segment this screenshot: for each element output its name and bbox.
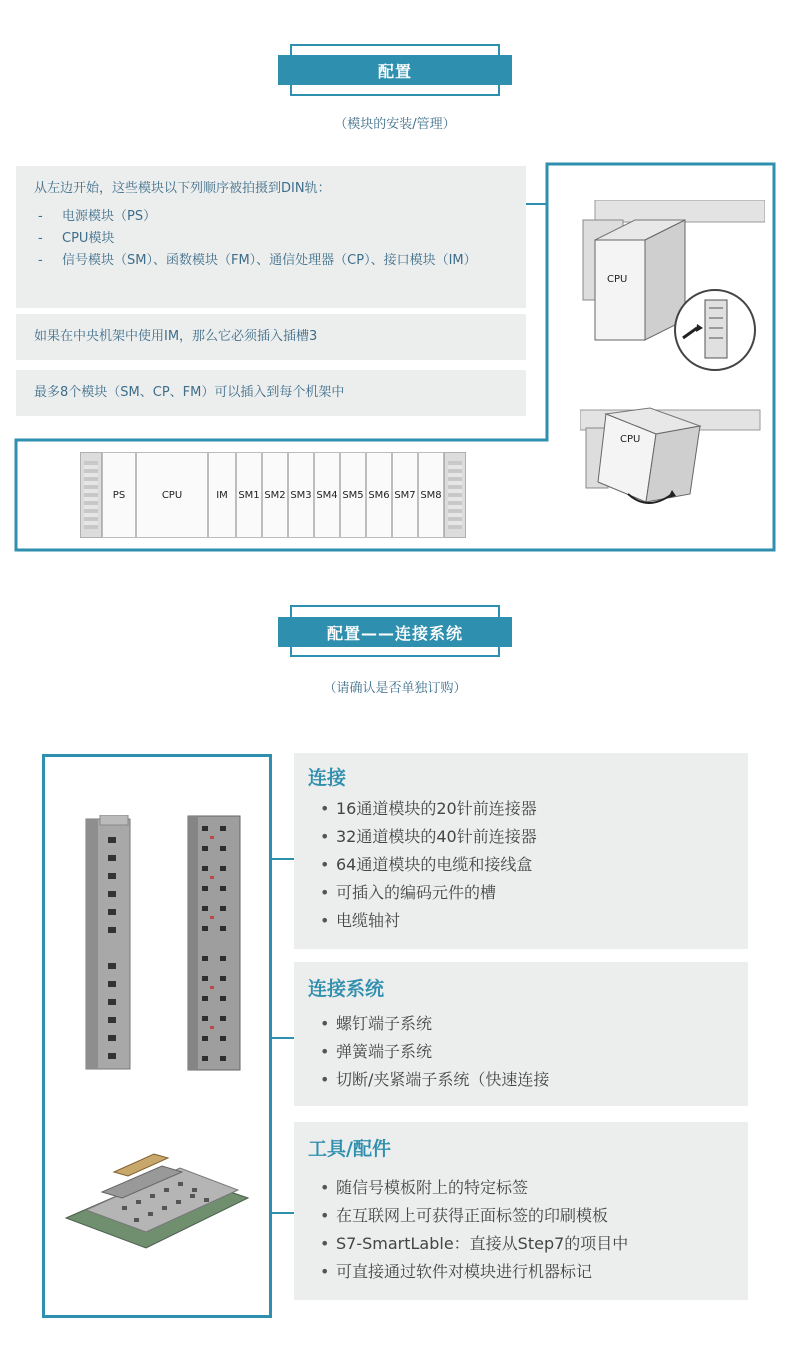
list-item: • 16通道模块的20针前连接器 <box>320 795 537 823</box>
panel-tools-accessories <box>294 1122 748 1300</box>
panel-connection <box>294 753 748 949</box>
list-item: • 可插入的编码元件的槽 <box>320 879 537 907</box>
info-box-order <box>16 166 526 308</box>
rack-slot-sm6: SM6 <box>366 452 392 538</box>
rack-slot-cpu: CPU <box>136 452 208 538</box>
list-item: • 螺钉端子系统 <box>320 1010 549 1038</box>
panel-list <box>320 1010 549 1094</box>
list-item: • 弹簧端子系统 <box>320 1038 549 1066</box>
section-title: 配置——连接系统 <box>278 617 512 647</box>
info-box-max-modules <box>16 370 526 416</box>
list-item: • 电缆轴衬 <box>320 907 537 935</box>
connector-line <box>272 858 294 860</box>
front-connector-20pin-image <box>80 815 140 1077</box>
panel-title: 连接系统 <box>308 978 385 1000</box>
panel-title: 工具/配件 <box>308 1138 391 1160</box>
rack-slot-sm1: SM1 <box>236 452 262 538</box>
section-title: 配置 <box>278 55 512 85</box>
panel-list <box>320 795 537 935</box>
connector-line <box>272 1212 294 1214</box>
info-box-im-slot <box>16 314 526 360</box>
list-item: - 电源模块（PS） <box>34 206 504 228</box>
section-subtitle: （模块的安装/管理） <box>334 117 456 132</box>
module-order-list <box>34 206 504 272</box>
cpu-label: CPU <box>620 434 641 445</box>
list-item: • 64通道模块的电缆和接线盒 <box>320 851 537 879</box>
rack-slot-sm4: SM4 <box>314 452 340 538</box>
info-box-intro: 从左边开始，这些模块以下列顺序被拍摄到DIN轨： <box>34 181 331 196</box>
section-subtitle: （请确认是否单独订购） <box>323 681 467 696</box>
list-item: • 32通道模块的40针前连接器 <box>320 823 537 851</box>
info-box-text: 如果在中央机架中使用IM，那么它必须插入插槽3 <box>34 329 318 344</box>
list-item: - 信号模块（SM）、函数模块（FM）、通信处理器（CP）、接口模块（IM） <box>34 250 504 272</box>
front-connector-40pin-image <box>180 812 250 1078</box>
info-box-text: 最多8个模块（SM、CP、FM）可以插入到每个机架中 <box>34 385 345 400</box>
rack-slot-sm8: SM8 <box>418 452 444 538</box>
list-item: • S7-SmartLable：直接从Step7的项目中 <box>320 1230 628 1258</box>
list-item: • 切断/夹紧端子系统（快速连接 <box>320 1066 549 1094</box>
rack-slot-ps: PS <box>102 452 136 538</box>
module-rack <box>80 452 466 538</box>
connector-line <box>526 203 548 205</box>
list-item: • 在互联网上可获得正面标签的印刷模板 <box>320 1202 628 1230</box>
rack-slot-sm3: SM3 <box>288 452 314 538</box>
terminal-block-image <box>62 1132 252 1252</box>
cpu-rotate-illustration <box>580 402 770 514</box>
list-item: • 可直接通过软件对模块进行机器标记 <box>320 1258 628 1286</box>
rack-end-cap <box>444 452 466 538</box>
list-item: • 随信号模板附上的特定标签 <box>320 1174 628 1202</box>
cpu-label: CPU <box>607 274 628 285</box>
rack-slot-im: IM <box>208 452 236 538</box>
panel-title: 连接 <box>308 767 347 789</box>
cpu-mounting-illustration <box>575 200 765 378</box>
rack-end-cap <box>80 452 102 538</box>
rack-slot-sm5: SM5 <box>340 452 366 538</box>
connector-line <box>272 1037 294 1039</box>
rack-slot-sm2: SM2 <box>262 452 288 538</box>
panel-list <box>320 1174 628 1286</box>
panel-connection-system <box>294 962 748 1106</box>
rack-slot-sm7: SM7 <box>392 452 418 538</box>
list-item: - CPU模块 <box>34 228 504 250</box>
